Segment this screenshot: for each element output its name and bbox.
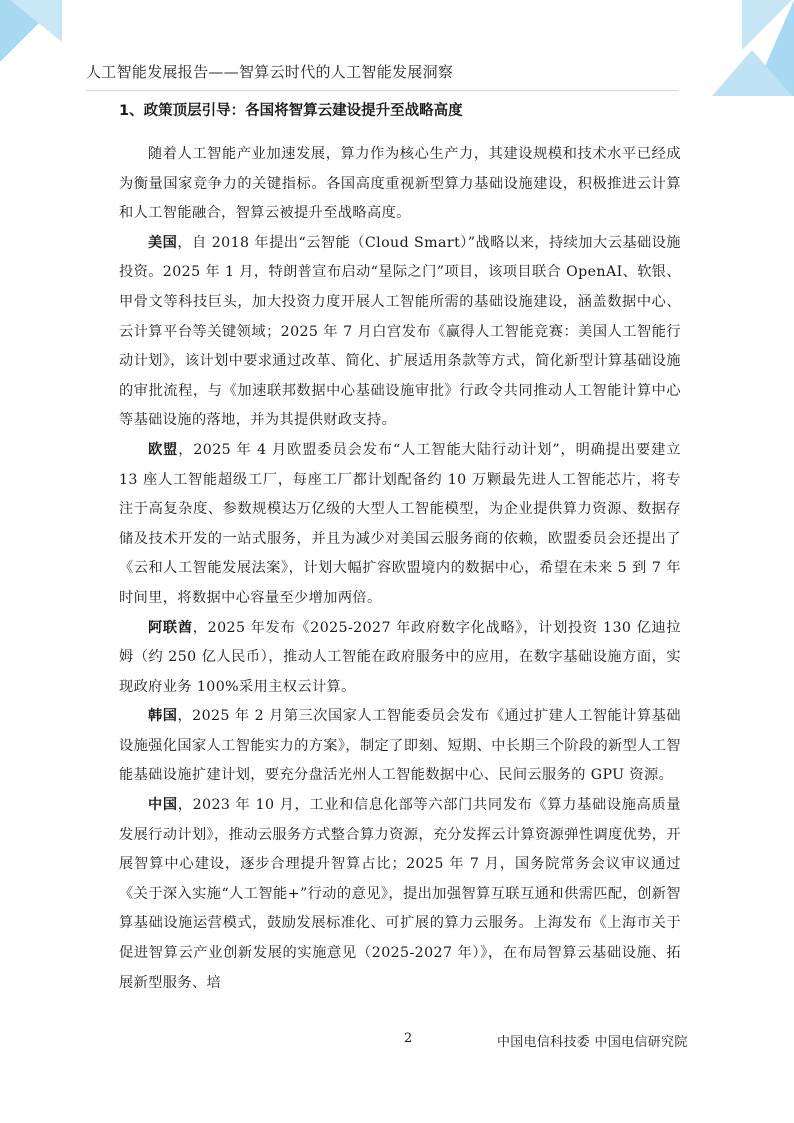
header-divider [86, 90, 678, 91]
paragraph-uae [119, 614, 681, 703]
paragraph-lead: 美国 [148, 234, 178, 251]
paragraph-text: ，2025 年发布《2025-2027 年政府数字化战略》，计划投资 130 亿迪拉姆（约 250 亿人民币），推动人工智能在政府服务中的应用，在数字基础设施方面，实现政府业务 100%采用主权云计算。 [119, 619, 681, 695]
paragraph-lead: 欧盟 [148, 441, 179, 458]
footer-organizations: 中国电信科技委 中国电信研究院 [497, 1035, 688, 1050]
page-number: 2 [404, 1031, 413, 1046]
paragraph-text: 随着人工智能产业加速发展，算力作为核心生产力，其建设规模和技术水平已经成为衡量国家竞争力的关键指标。各国高度重视新型算力基础设施建设，积极推进云计算和人工智能融合，智算云被提升至战略高度。 [119, 146, 681, 222]
paragraph-lead: 阿联酋 [148, 619, 193, 636]
paragraph-text: ，2025 年 4 月欧盟委员会发布“人工智能大陆行动计划”，明确提出要建立 13 座人工智能超级工厂，每座工厂都计划配备约 10 万颗最先进人工智能芯片，将专注于高复杂度、参数规模达万亿级的大型人工智能模型，为企业提供算力资源、数据存储及技术开发的一站式服务，并且为减少对美国云服务商的依赖，欧盟委员会还提出了《云和人工智能发展法案》，计划大幅扩容欧盟境内的数据中心，希望在未来 5 到 7 年时间里，将数据中心容量至少增加两倍。 [119, 441, 681, 606]
paragraph-text: ，2025 年 2 月第三次国家人工智能委员会发布《通过扩建人工智能计算基础设施强化国家人工智能实力的方案》，制定了即刻、短期、中长期三个阶段的新型人工智能基础设施扩建计划，要充分盘活光州人工智能数据中心、民间云服务的 GPU 资源。 [119, 708, 681, 784]
corner-decoration-left [0, 0, 70, 110]
paragraph-china [119, 791, 681, 998]
paragraph-lead: 韩国 [148, 708, 178, 725]
report-header-title: 人工智能发展报告——智算云时代的人工智能发展洞察 [86, 63, 454, 81]
paragraph-intro [119, 140, 681, 229]
document-body [119, 96, 681, 998]
section-heading: 1、政策顶层引导：各国将智算云建设提升至战略高度 [119, 103, 463, 119]
paragraph-korea [119, 702, 681, 791]
paragraph-text: ，2023 年 10 月，工业和信息化部等六部门共同发布《算力基础设施高质量发展行动计划》，推动云服务方式整合算力资源，充分发挥云计算资源弹性调度优势，开展智算中心建设，逐步合理提升智算占比；2025 年 7 月，国务院常务会议审议通过《关于深入实施“人工智能+”行动的意见》，提出加强智算互联互通和供需匹配，创新智算基础设施运营模式，鼓励发展标准化、可扩展的算力云服务。上海发布《上海市关于促进智算云产业创新发展的实施意见（2025-2027 年）》，在布局智算云基础设施、拓展新型服务、培 [119, 797, 681, 991]
paragraph-lead: 中国 [148, 797, 178, 814]
corner-decoration-right [624, 0, 794, 100]
paragraph-eu [119, 436, 681, 614]
paragraph-text: ，自 2018 年提出“云智能（Cloud Smart）”战略以来，持续加大云基础设施投资。2025 年 1 月，特朗普宣布启动“星际之门”项目，该项目联合 OpenAI、软银、甲骨文等科技巨头，加大投资力度开展人工智能所需的基础设施建设，涵盖数据中心、云计算平台等关键领域；2025 年 7 月白宫发布《赢得人工智能竞赛：美国人工智能行动计划》，该计划中要求通过改革、简化、扩展适用条款等方式，简化新型计算基础设施的审批流程，与《加速联邦数据中心基础设施审批》行政令共同推动人工智能计算中心等基础设施的落地，并为其提供财政支持。 [119, 234, 681, 429]
paragraph-usa [119, 229, 681, 436]
